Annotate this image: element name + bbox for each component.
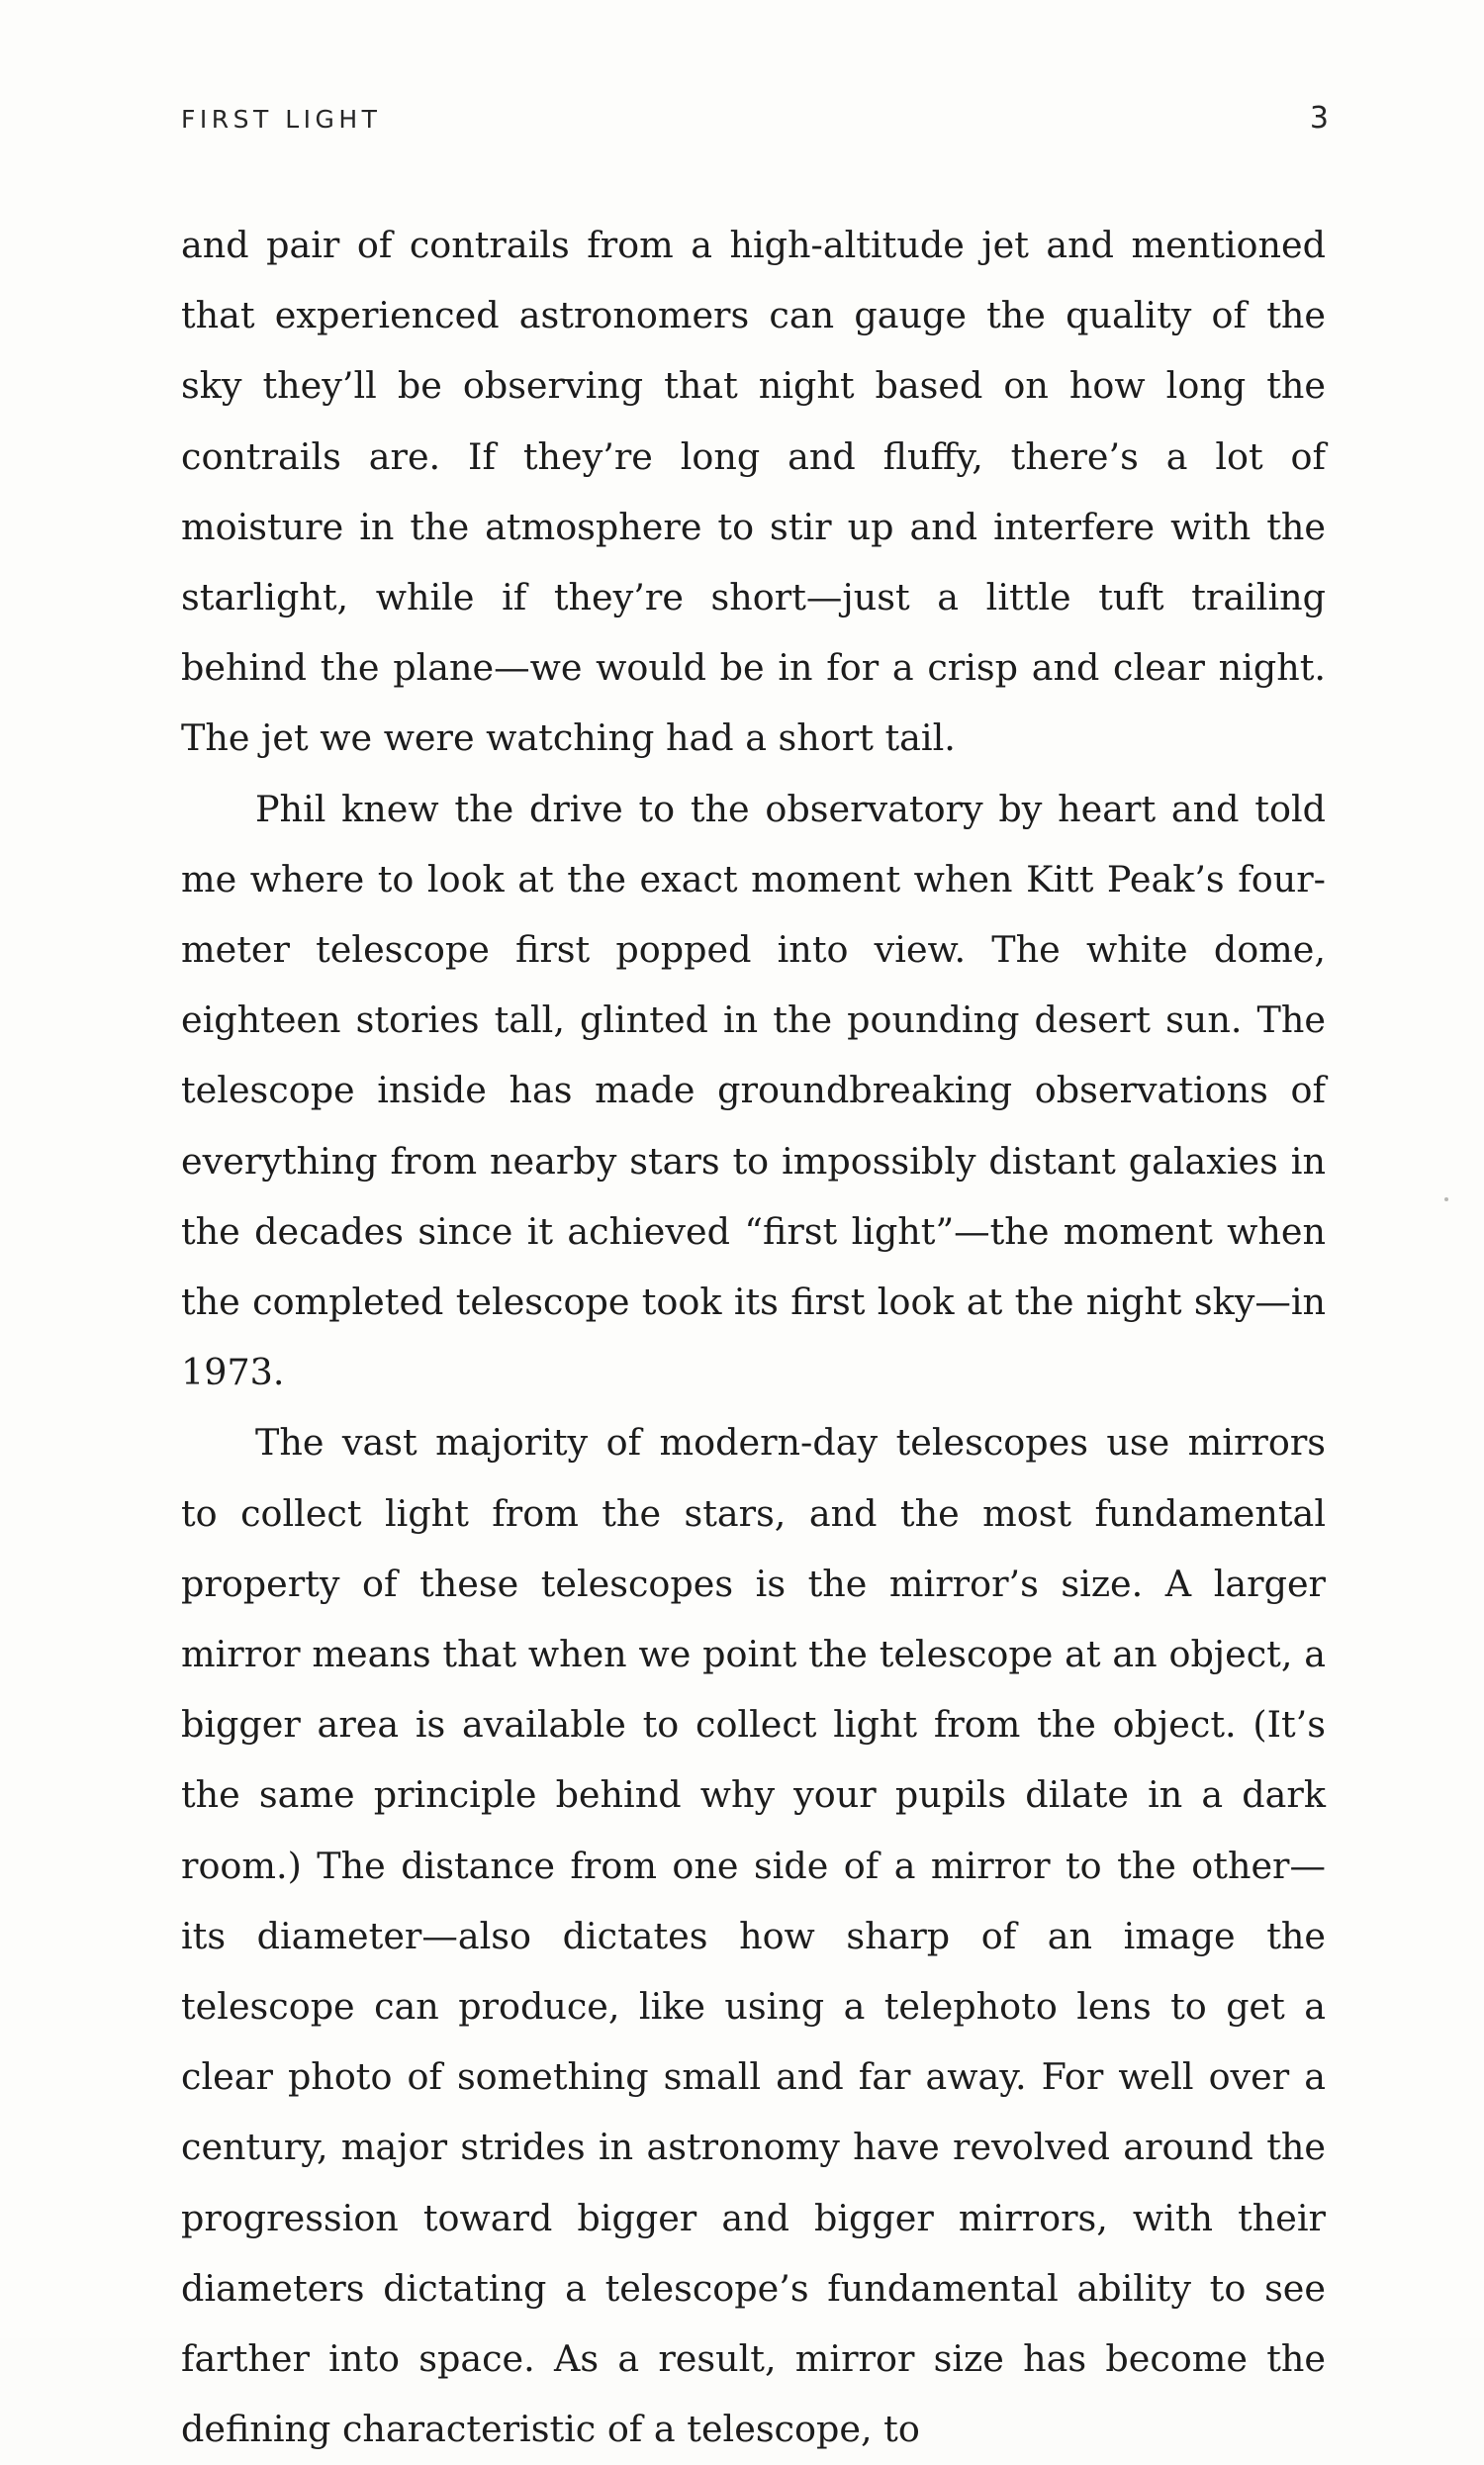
running-head — [181, 101, 1329, 144]
page-number: 3 — [1309, 101, 1329, 136]
paragraph: The vast majority of modern-day telescopes use mirrors to collect light from the stars, and the most fundamental property of these telescopes is the mirror’s size. A larger mirror means that when we point the telescope at an object, a bigger area is available to collect light from the object. (It’s the same principle behind why your pupils dilate in a dark room.) The distance from one side of a mirror to the other—its diameter—also dictates how sharp of an image the telescope can produce, like using a telephoto lens to get a clear photo of something small and far away. For well over a century, major strides in astronomy have revolved around the progression toward bigger and bigger mirrors, with their diameters dictating a telescope’s fundamental ability to see farther into space. As a result, mirror size has become the defining characteristic of a telescope, to — [181, 1421, 1326, 2451]
body-text — [181, 210, 1326, 2465]
scan-speck — [1444, 1197, 1448, 1201]
running-title: FIRST LIGHT — [181, 105, 382, 134]
paragraph: Phil knew the drive to the observatory by heart and told me where to look at the exact moment when Kitt Peak’s four-meter telescope first popped into view. The white dome, eighteen stories tall, glinted in the pounding desert sun. The telescope inside has made groundbreaking observations of everything from nearby stars to impossibly distant galaxies in the decades since it achieved “first light”—the moment when the completed telescope took its first look at the night sky—in 1973. — [181, 787, 1326, 1394]
paragraph: and pair of contrails from a high-altitude jet and mentioned that experienced astronomers can gauge the quality of the sky they’ll be observing that night based on how long the contrails are. If they’re long and fluffy, there’s a lot of moisture in the atmosphere to stir up and interfere with the starlight, while if they’re short—just a little tuft trailing behind the plane—we would be in for a crisp and clear night. The jet we were watching had a short tail. — [181, 224, 1326, 760]
